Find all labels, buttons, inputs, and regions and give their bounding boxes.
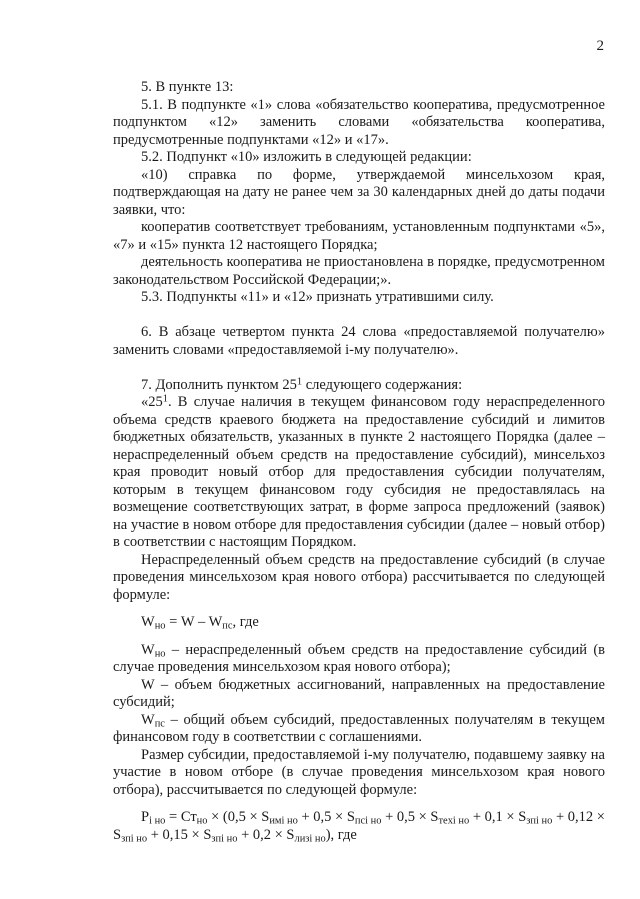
paragraph-subsidy-size: Размер субсидии, предоставляемой i-му получателю, подавшему заявку на участие в новом отборе (в случае проведения минсельхозом края нового отбора), рассчитывается по следующей формуле: bbox=[113, 746, 605, 798]
paragraph-5-1: 5.1. В подпункте «1» слова «обязательство кооператива, предусмотренное подпунктом «12» заменить словами «обязательства кооператива, предусмотренные подпунктами «12» и «17». bbox=[113, 96, 605, 148]
formula-unallocated: $W_{но} = W - W_{пс}$, где bbox=[141, 614, 259, 632]
definition-wps: $W_{пс}$ – общий объем субсидий, предоставленных получателям в текущем финансовом году в соответствии с соглашениями. bbox=[113, 711, 605, 745]
paragraph-25-1: «$25^1$. В случае наличия в текущем финансовом году нераспределенного объема средств краевого бюджета на предоставление субсидий и лимитов бюджетных обязательств, указанных в пункте 2 настоящего Порядка (далее – нераспределенный объем средств на предоставление субсидий), минсельхоз края проводит новый отбор для предоставления субсидии получателям, которым в текущем финансовом году субсидия не предоставлялась на возмещение соответствующих затрат, в форме запроса предложений (заявок) на участие в новом отборе для предоставления субсидии (далее – новый отбор) в соответствии с настоящим Порядком. bbox=[113, 393, 605, 550]
paragraph-5: 5. В пункте 13: bbox=[141, 79, 234, 95]
paragraph-5-2-b: деятельность кооператива не приостановлена в порядке, предусмотренном законодательством Российской Федерации;». bbox=[113, 254, 605, 288]
paragraph-6: 6. В абзаце четвертом пункта 24 слова «предоставляемой получателю» заменить словами «предоставляемой i-му получателю». bbox=[113, 324, 605, 358]
document-body bbox=[113, 79, 605, 844]
paragraph-unallocated: Нераспределенный объем средств на предоставление субсидий (в случае проведения минсельхозом края нового отбора) рассчитывается по следующей формуле: bbox=[113, 551, 605, 603]
page-number: 2 bbox=[596, 38, 604, 54]
definition-wno: $W_{но}$ – нераспределенный объем средств на предоставление субсидий (в случае проведения минсельхозом края нового отбора); bbox=[113, 641, 605, 675]
paragraph-5-2: 5.2. Подпункт «10» изложить в следующей редакции: bbox=[141, 149, 472, 165]
paragraph-5-2-a: кооператив соответствует требованиям, установленным подпунктами «5», «7» и «15» пункта 12 настоящего Порядка; bbox=[113, 219, 605, 253]
paragraph-7: 7. Дополнить пунктом $25^1$ следующего содержания: bbox=[141, 375, 463, 393]
formula-subsidy: $P_{i но} = Ст_{но} \times (0,5 \times S_{имi но} + 0,5 \times S_{пci но} + 0,5 \times S_{тexi но} + 0,1 \times S_{зпi но} + 0,12$ × bbox=[141, 809, 605, 827]
formula-subsidy-continued: $S_{зпi но} + 0,15 \times S_{зпi но} + 0,2 \times S_{лизi но}$), где bbox=[113, 826, 357, 845]
definition-w: W – объем бюджетных ассигнований, направленных на предоставление субсидий; bbox=[113, 676, 605, 710]
paragraph-5-2-text: «10) справка по форме, утверждаемой минсельхозом края, подтверждающая на дату не ранее чем за 30 календарных дней до даты подачи заявки, что: bbox=[113, 166, 605, 218]
paragraph-5-3: 5.3. Подпункты «11» и «12» признать утратившими силу. bbox=[141, 289, 494, 305]
